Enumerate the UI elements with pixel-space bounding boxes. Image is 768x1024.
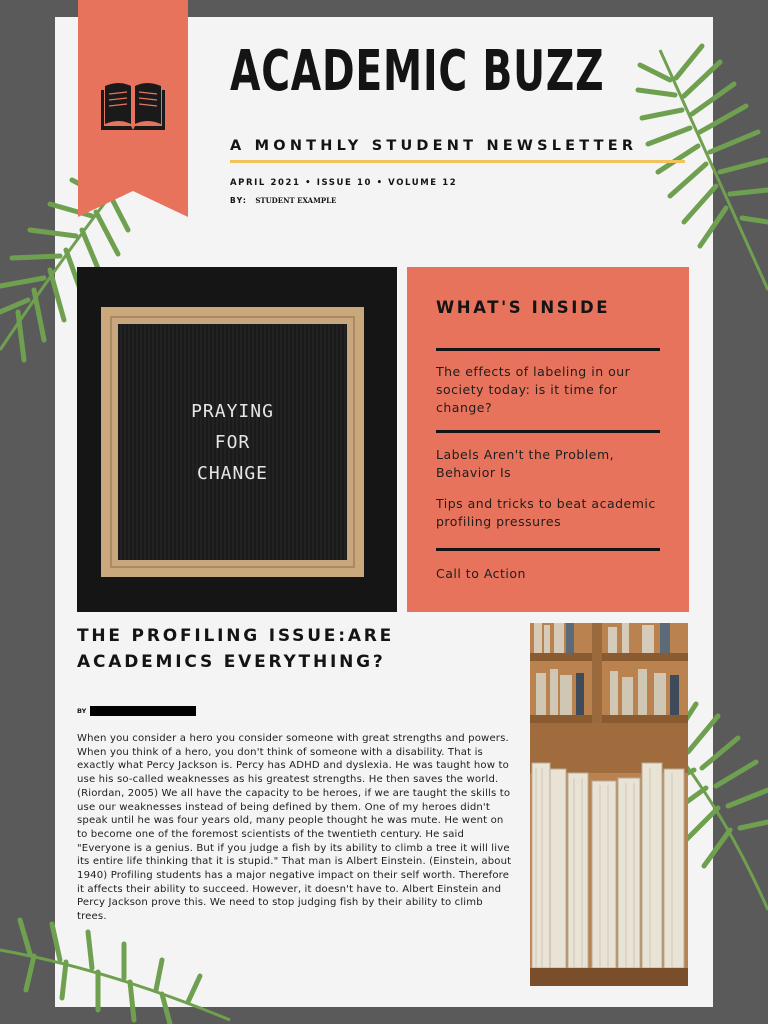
article-title: THE PROFILING ISSUE:ARE ACADEMICS EVERYTHING? [77, 626, 395, 672]
masthead-divider [230, 160, 685, 163]
open-book-icon [101, 80, 165, 134]
article-body: When you consider a hero you consider someone with great strengths and powers. When you think of a hero, you don't think of someone with a disability. That is exactly what Percy Jackson is. Percy has ADHD and dyslexia. He was taught how to use his so-called weaknesses as his greatest strengths. He then saves the world. (Riordan, 2005) We all have the capacity to be heroes, if we are taught the skills to use our weaknesses instead of being defined by them. One of my heroes didn't speak until he was four years old, many people thought he was mute. He went on to become one of the foremost scientists of the twentieth century. He said "Everyone is a genius. But if you judge a fish by its ability to climb a tree it will live its entire life thinking that it is stupid." That man is Albert Einstein. (Einstein, about 1940) Profiling students has a major negative impact on their self worth. Therefore it affects their ability to succeed. However, it doesn't have to. Albert Einstein and Percy Jackson prove this. We need to stop judging fish by their ability to climb trees. [77, 733, 512, 923]
bookshelf-photo [530, 623, 688, 986]
issue-info: APRIL 2021 • ISSUE 10 • VOLUME 12 [230, 178, 458, 188]
whats-inside-item[interactable]: Labels Aren't the Problem, Behavior Is [436, 447, 615, 480]
letterboard-surface [118, 324, 347, 560]
letterboard-text [118, 396, 347, 489]
whats-inside-title: WHAT'S INSIDE [436, 298, 611, 317]
byline-author: STUDENT EXAMPLE [255, 196, 337, 205]
newsletter-title: ACADEMIC BUZZ [230, 39, 605, 104]
byline-label: BY: [230, 196, 248, 205]
letterboard-line: CHANGE [196, 463, 269, 484]
masthead-byline [230, 196, 336, 205]
letterboard-line: FOR [214, 432, 251, 453]
article-byline-label: BY [77, 707, 87, 715]
whats-inside-divider [436, 348, 660, 351]
whats-inside-item[interactable]: The effects of labeling in our society today: is it time for change? [436, 364, 631, 415]
redacted-author [90, 706, 196, 716]
whats-inside-panel [407, 267, 689, 612]
letterboard-frame [101, 307, 364, 577]
whats-inside-divider [436, 430, 660, 433]
letterboard-line: PRAYING [191, 401, 274, 422]
whats-inside-divider [436, 548, 660, 551]
newsletter-subtitle: A MONTHLY STUDENT NEWSLETTER [230, 138, 638, 154]
whats-inside-item[interactable]: Tips and tricks to beat academic profiling pressures [436, 496, 656, 529]
whats-inside-item[interactable]: Call to Action [436, 566, 526, 581]
